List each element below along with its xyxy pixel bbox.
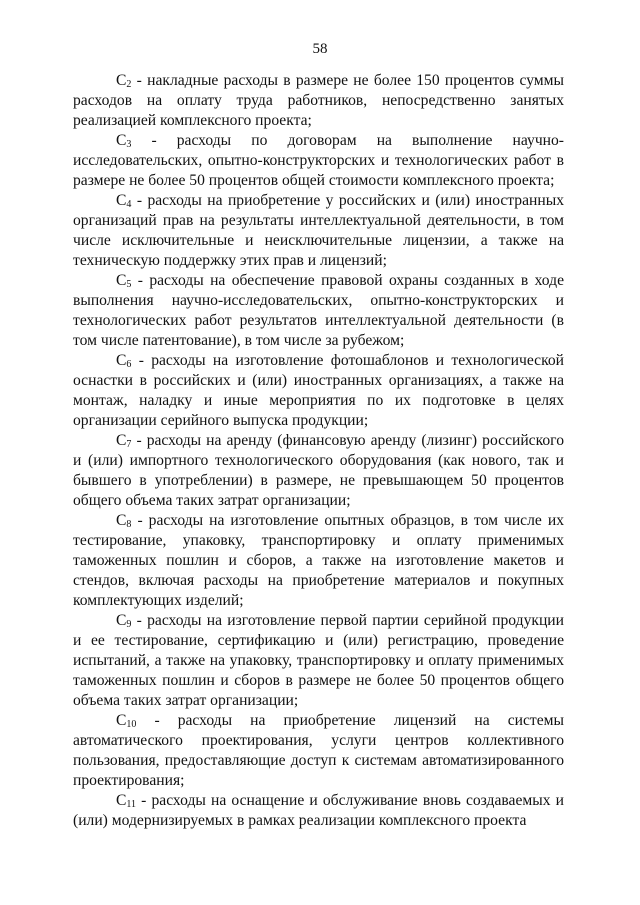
cost-item-c5 xyxy=(73,271,564,351)
item-text: - расходы по договорам на выполнение научно-исследовательских, опытно-конструкторских и технологических работ в размере не более 50 процентов общей стоимости комплексного проекта; xyxy=(73,132,564,189)
cost-item-c4 xyxy=(73,191,564,271)
item-index: 11 xyxy=(126,799,137,810)
item-index: 10 xyxy=(126,719,137,730)
item-symbol: C xyxy=(116,612,127,629)
item-text: - расходы на обеспечение правовой охраны созданных в ходе выполнения научно-исследовательских, опытно-конструкторских и технологических работ результатов интеллектуальной деятельности (в том числе патентование), в том числе за рубежом; xyxy=(73,272,564,349)
item-symbol: C xyxy=(116,432,127,449)
item-index: 8 xyxy=(126,519,132,530)
item-text: - расходы на приобретение лицензий на системы автоматического проектирования, услуги центров коллективного пользования, предоставляющие доступ к системам автоматизированного проектирования; xyxy=(73,712,564,789)
cost-item-c2 xyxy=(73,71,564,131)
item-text: - расходы на приобретение у российских и (или) иностранных организаций прав на результаты интеллектуальной деятельности, в том числе исключительные и неисключительные лицензии, а также на техническую поддержку этих прав и лицензий; xyxy=(73,192,564,269)
item-symbol: C xyxy=(116,352,127,369)
item-symbol: C xyxy=(116,792,127,809)
cost-item-c7 xyxy=(73,431,564,511)
item-index: 7 xyxy=(126,439,132,450)
item-index: 2 xyxy=(126,79,132,90)
item-text: - расходы на изготовление первой партии серийной продукции и ее тестирование, сертификацию и (или) регистрацию, проведение испытаний, а также на упаковку, транспортировку и оплату применимых таможенных пошлин и сборов в размере не более 50 процентов общего объема таких затрат организации; xyxy=(73,612,564,709)
item-index: 3 xyxy=(126,139,132,150)
item-text: - накладные расходы в размере не более 150 процентов суммы расходов на оплату труда работников, непосредственно занятых реализацией комплексного проекта; xyxy=(73,72,564,129)
item-index: 4 xyxy=(126,199,132,210)
item-text: - расходы на аренду (финансовую аренду (лизинг) российского и (или) импортного технологического оборудования (как нового, так и бывшего в употреблении) в размере, не превышающем 50 процентов общего объема таких затрат организации; xyxy=(73,432,564,509)
item-text: - расходы на изготовление опытных образцов, в том числе их тестирование, упаковку, транспортировку и оплату применимых таможенных пошлин и сборов, а также на изготовление макетов и стендов, включая расходы на приобретение материалов и покупных комплектующих изделий; xyxy=(73,512,564,609)
cost-item-c9 xyxy=(73,611,564,711)
item-symbol: C xyxy=(116,72,127,89)
item-index: 5 xyxy=(126,279,132,290)
item-symbol: C xyxy=(116,192,127,209)
cost-item-c11 xyxy=(73,791,564,831)
item-index: 6 xyxy=(126,359,132,370)
item-symbol: C xyxy=(116,272,127,289)
document-body xyxy=(73,71,564,831)
cost-item-c10 xyxy=(73,711,564,791)
cost-item-c3 xyxy=(73,131,564,191)
item-symbol: C xyxy=(116,132,127,149)
cost-item-c6 xyxy=(73,351,564,431)
item-symbol: C xyxy=(116,512,127,529)
item-text: - расходы на оснащение и обслуживание вновь создаваемых и (или) модернизируемых в рамках реализации комплексного проекта xyxy=(73,792,564,829)
cost-item-c8 xyxy=(73,511,564,611)
item-symbol: C xyxy=(116,712,127,729)
item-text: - расходы на изготовление фотошаблонов и технологической оснастки в российских и (или) иностранных организациях, а также на монтаж, наладку и иные мероприятия по их подготовке в целях организации серийного выпуска продукции; xyxy=(73,352,564,429)
item-index: 9 xyxy=(126,619,132,630)
page-number: 58 xyxy=(312,41,328,57)
